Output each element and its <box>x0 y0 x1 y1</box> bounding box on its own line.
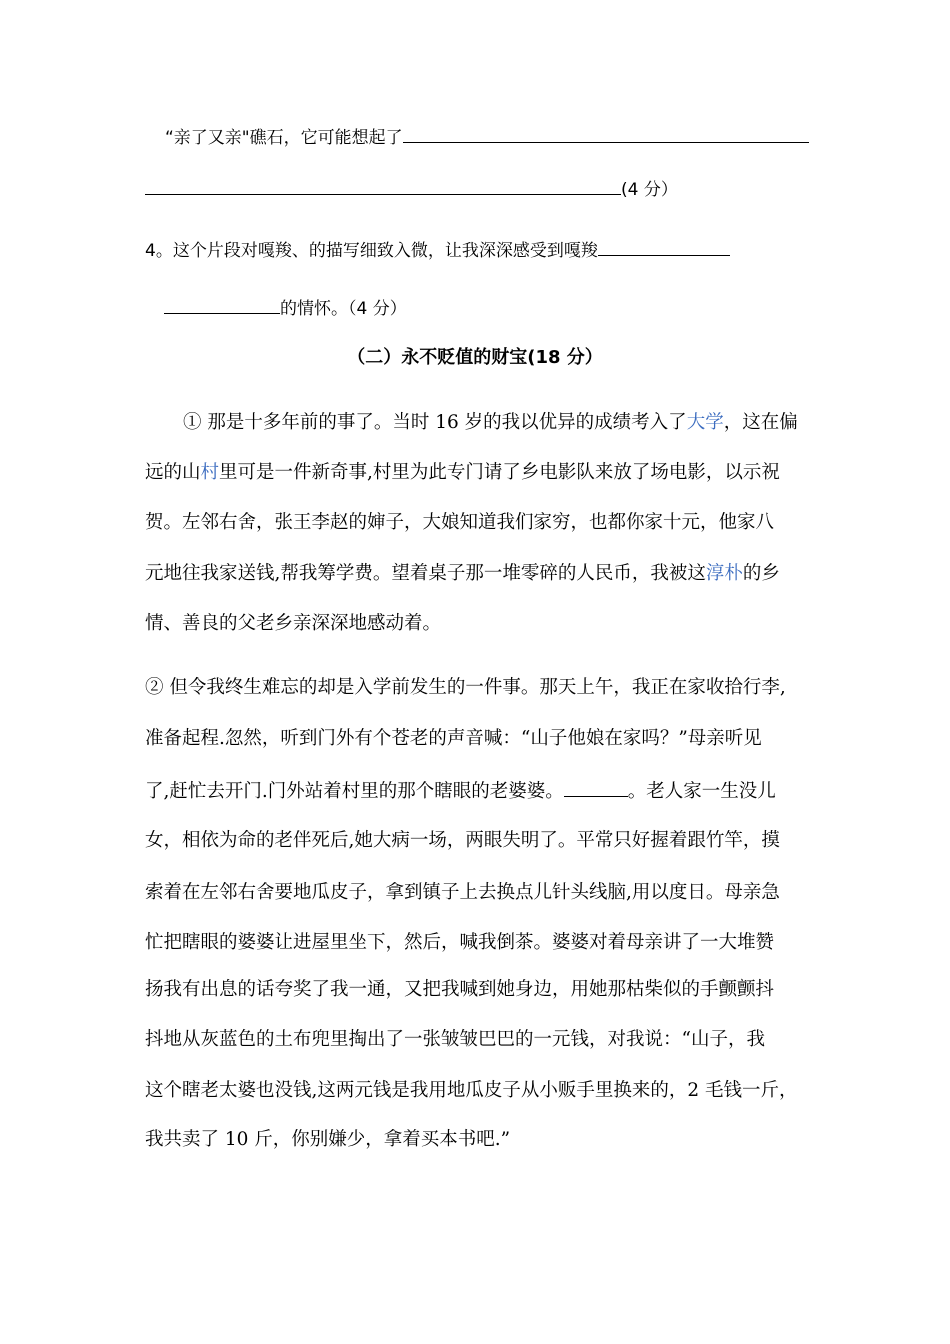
para1-line2 <box>145 460 780 486</box>
answer-blank[interactable] <box>564 778 628 797</box>
q4-suffix: 的情怀。（4 分） <box>280 299 407 319</box>
q3-score: (4 分） <box>621 180 678 200</box>
section-title: （二）永不贬值的财宝(18 分） <box>347 347 603 368</box>
para2-line4: 女，相依为命的老伴死后,她大病一场，两眼失明了。平常只好握着跟竹竿，摸 <box>145 830 780 851</box>
para1-line4 <box>145 561 780 587</box>
q3-prompt: “亲了又亲"礁石，它可能想起了 <box>165 128 403 148</box>
text: 。老人家一生没儿 <box>627 781 776 802</box>
para2-line1: ② 但令我终生难忘的却是入学前发生的一件事。那天上午，我正在家收拾行李, <box>145 677 786 698</box>
text: 远的山 <box>145 462 201 483</box>
text: ① 那是十多年前的事了。当时 16 岁的我以优异的成绩考入了 <box>183 412 687 433</box>
text: ，这在偏 <box>723 412 798 433</box>
text: 了,赶忙去开门.门外站着村里的那个瞎眼的老婆婆。 <box>145 781 564 802</box>
link-daxue[interactable]: 大学 <box>686 412 724 433</box>
q4-line1 <box>145 237 730 264</box>
para2-line8: 抖地从灰蓝色的土布兜里掏出了一张皱皱巴巴的一元钱，对我说：“山子，我 <box>145 1029 765 1050</box>
text: 里可是一件新奇事,村里为此专门请了乡电影队来放了场电影，以示祝 <box>219 462 780 483</box>
text: 的乡 <box>742 563 780 584</box>
para2-line3 <box>145 778 776 805</box>
q4-prompt: 4。这个片段对嘎羧、的描写细致入微，让我深深感受到嘎羧 <box>145 241 598 261</box>
para2-line6: 忙把瞎眼的婆婆让进屋里坐下，然后，喊我倒茶。婆婆对着母亲讲了一大堆赞 <box>145 932 775 953</box>
text: 元地往我家送钱,帮我筹学费。望着桌子那一堆零碎的人民币，我被这 <box>145 563 706 584</box>
para2-line2: 准备起程.忽然，听到门外有个苍老的声音喊：“山子他娘在家吗？”母亲听见 <box>145 728 762 749</box>
answer-blank[interactable] <box>403 124 809 143</box>
q4-line2 <box>164 295 407 322</box>
para2-line5: 索着在左邻右舍要地瓜皮子，拿到镇子上去换点儿针头线脑,用以度日。母亲急 <box>145 882 780 903</box>
para1-line1 <box>183 410 798 436</box>
para1-line5: 情、善良的父老乡亲深深地感动着。 <box>145 613 442 634</box>
answer-blank[interactable] <box>164 295 280 314</box>
answer-blank[interactable] <box>598 237 730 256</box>
para2-line9: 这个瞎老太婆也没钱,这两元钱是我用地瓜皮子从小贩手里换来的，2 毛钱一斤， <box>145 1080 798 1101</box>
answer-blank[interactable] <box>145 176 621 195</box>
para1-line3: 贺。左邻右舍，张王李赵的婶子，大娘知道我们家穷，也都你家十元，他家八 <box>145 512 775 533</box>
para2-line10: 我共卖了 10 斤，你别嫌少，拿着买本书吧.” <box>145 1129 511 1150</box>
para2-line7: 扬我有出息的话夸奖了我一通，又把我喊到她身边，用她那枯柴似的手颤颤抖 <box>145 979 775 1000</box>
link-chunpu[interactable]: 淳朴 <box>705 563 743 584</box>
q3-line1 <box>165 124 809 151</box>
q3-line2 <box>145 176 678 203</box>
link-cun[interactable]: 村 <box>200 462 220 483</box>
